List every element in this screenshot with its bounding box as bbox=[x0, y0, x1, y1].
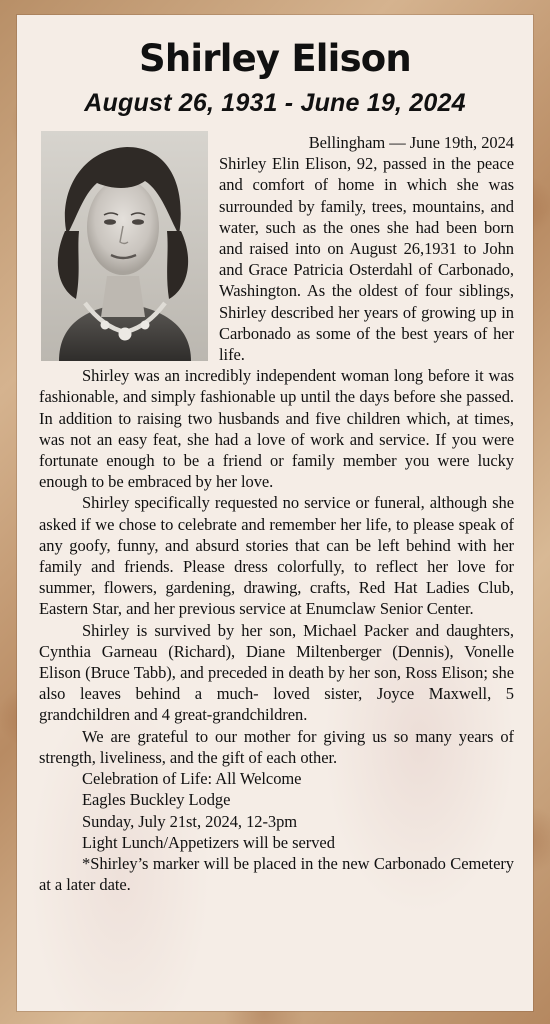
celebration-line-4: Light Lunch/Appetizers will be served bbox=[82, 832, 335, 852]
life-dates: August 26, 1931 - June 19, 2024 bbox=[84, 89, 466, 117]
deceased-name: Shirley Elison bbox=[139, 37, 411, 80]
obituary-text bbox=[39, 132, 514, 895]
marker-note: *Shirley’s marker will be placed in the new Carbonado Cemetery at a later date. bbox=[39, 853, 514, 895]
obituary-paragraph-1: Shirley Elin Elison, 92, passed in the peace and comfort of home in which she was surrounded by family, trees, mountains, and water, such as the ones she had been born and raised into on August 26,1931 to John and Grace Patricia Osterdahl of Carbonado, Washington. As the oldest of four siblings, Shirley described her years of growing up in Carbonado as some of the best years of her life. bbox=[219, 154, 514, 365]
obituary-paragraph-2: Shirley was an incredibly independent woman long before it was fashionable, and simply fashionable up until the days before she passed. In addition to raising two husbands and five children which, at times, was not an easy feat, she had a love of work and service. If you were fortunate enough to be a friend or family member you were lucky enough to be embraced by her love. bbox=[39, 366, 514, 492]
celebration-line-1: Celebration of Life: All Welcome bbox=[82, 769, 302, 789]
celebration-line-2: Eagles Buckley Lodge bbox=[82, 790, 231, 810]
obituary-card bbox=[17, 15, 533, 1011]
celebration-line-3: Sunday, July 21st, 2024, 12-3pm bbox=[82, 811, 298, 831]
obituary-paragraph-3: Shirley specifically requested no service or funeral, although she asked if we chose to celebrate and remember her life, to please speak of any goofy, funny, and absurd stories that can be left behind with her family and friends. Please dress colorfully, to reflect her love for summer, flowers, gardening, drawing, crafts, Red Hat Ladies Club, Eastern Star, and her previous service at Enumclaw Senior Center. bbox=[39, 493, 514, 619]
photo-spacer bbox=[39, 132, 211, 364]
dateline: Bellingham — June 19th, 2024 bbox=[308, 133, 514, 152]
obituary-paragraph-5: We are grateful to our mother for giving us so many years of strength, liveliness, and the gift of each other. bbox=[39, 726, 514, 767]
obituary-paragraph-4: Shirley is survived by her son, Michael Packer and daughters, Cynthia Garneau (Richard), Diane Miltenberger (Dennis), Vonelle Elison (Bruce Tabb), and preceded in death by her son, Ross Elison; she also leaves behind a much- loved sister, Joyce Maxwell, 5 grandchildren and 4 great-grandchildren. bbox=[39, 620, 514, 725]
